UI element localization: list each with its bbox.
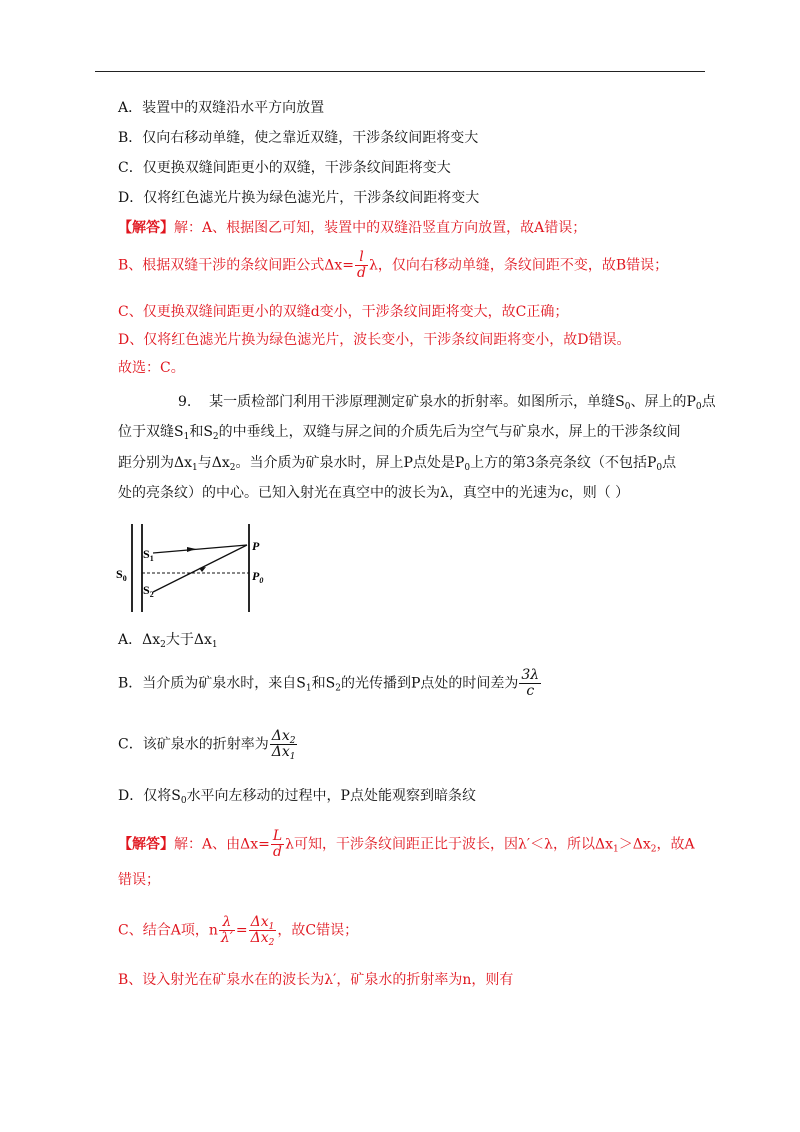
answer-tag: 【解答】	[118, 836, 174, 853]
q8-answer-c: C、仅更换双缝间距更小的双缝d变小，干涉条纹间距将变大，故C正确；	[118, 304, 569, 320]
q9-stem-line-4: 处的亮条纹）的中心。已知入射光在真空中的波长为λ，真空中的光速为c，则（ ）	[118, 485, 630, 501]
q8-option-a: A．装置中的双缝沿水平方向放置	[118, 100, 325, 116]
header-rule	[95, 71, 705, 72]
label-s2: $S_2$	[143, 583, 154, 599]
label-s1: $S_1$	[143, 547, 154, 563]
q9-stem-line-3: 距分别为$\Delta x_1$与$\Delta x_2$。当介质为矿泉水时，屏上P点处是$P_0$上方的第3条亮条纹（不包括$P_0$点	[118, 455, 677, 473]
q9-option-c: C．该矿泉水的折射率为 $\frac{\Delta x_2}{\Delta x_1}$	[118, 728, 296, 762]
q9-stem-line-1: 9. 某一质检部门利用干涉原理测定矿泉水的折射率。如图所示，单缝$S_0$、屏上的$P_0$点	[178, 394, 716, 412]
q9-option-b: B．当介质为矿泉水时，来自$S_1$和$S_2$的光传播到P点处的时间差为 $\frac{3\lambda}{c}$	[118, 667, 540, 699]
q9-answer-a-cont: 错误；	[118, 872, 160, 888]
q9-stem-line-2: 位于双缝$S_1$和$S_2$的中垂线上，双缝与屏之间的介质先后为空气与矿泉水，屏上的干涉条纹间	[118, 424, 681, 442]
lambda-ratio-fraction: $\frac{\lambda}{\lambda'}$	[220, 914, 233, 946]
q9-answer-b: B、设入射光在矿泉水在的波长为λ′，矿泉水的折射率为n，则有	[118, 972, 514, 988]
label-p: P	[252, 539, 260, 553]
q9-option-a: A．$\Delta x_2$大于$\Delta x_1$	[118, 632, 218, 650]
q9-answer-c: C、结合A项，n $\frac{\lambda}{\lambda'}$ = $\frac{\Delta x_1}{\Delta x_2}$ ，故C错误；	[118, 914, 359, 948]
refractive-index-fraction: $\frac{\Delta x_2}{\Delta x_1}$	[271, 728, 296, 762]
question-number: 9.	[178, 394, 192, 410]
q8-choice: 故选：C。	[118, 360, 185, 376]
formula-fraction: $\frac{l}{d}$	[357, 249, 366, 281]
q9-answer-a: 【解答】解：A、由Δx= $\frac{L}{d}$ λ可知，干涉条纹间距正比于波长，因λ′＜λ，所以$\Delta x_1>\Delta x_2$，故A	[118, 828, 695, 860]
time-difference-fraction: $\frac{3\lambda}{c}$	[521, 667, 540, 699]
q8-option-c: C．仅更换双缝间距更小的双缝，干涉条纹间距将变大	[118, 160, 451, 176]
q8-answer-a: 【解答】解：A、根据图乙可知，装置中的双缝沿竖直方向放置，故A错误；	[118, 220, 587, 236]
q8-option-b: B．仅向右移动单缝，使之靠近双缝，干涉条纹间距将变大	[118, 130, 479, 146]
q8-answer-b: B、根据双缝干涉的条纹间距公式Δx= $\frac{l}{d}$ λ，仅向右移动单缝，条纹间距不变，故B错误；	[118, 249, 669, 281]
q8-option-d: D．仅将红色滤光片换为绿色滤光片，干涉条纹间距将变大	[118, 190, 480, 206]
label-p0: $P_0$	[252, 569, 264, 585]
double-slit-figure	[113, 520, 273, 616]
dx-ratio-fraction: $\frac{\Delta x_1}{\Delta x_2}$	[250, 914, 275, 948]
formula-fraction: $\frac{L}{d}$	[272, 828, 283, 860]
q8-answer-d: D、仅将红色滤光片换为绿色滤光片，波长变小，干涉条纹间距将变小，故D错误。	[118, 332, 631, 348]
label-s0: $S_0$	[116, 567, 127, 583]
q9-option-d: D．仅将$S_0$水平向左移动的过程中，P点处能观察到暗条纹	[118, 788, 476, 806]
answer-tag: 【解答】	[118, 220, 174, 236]
